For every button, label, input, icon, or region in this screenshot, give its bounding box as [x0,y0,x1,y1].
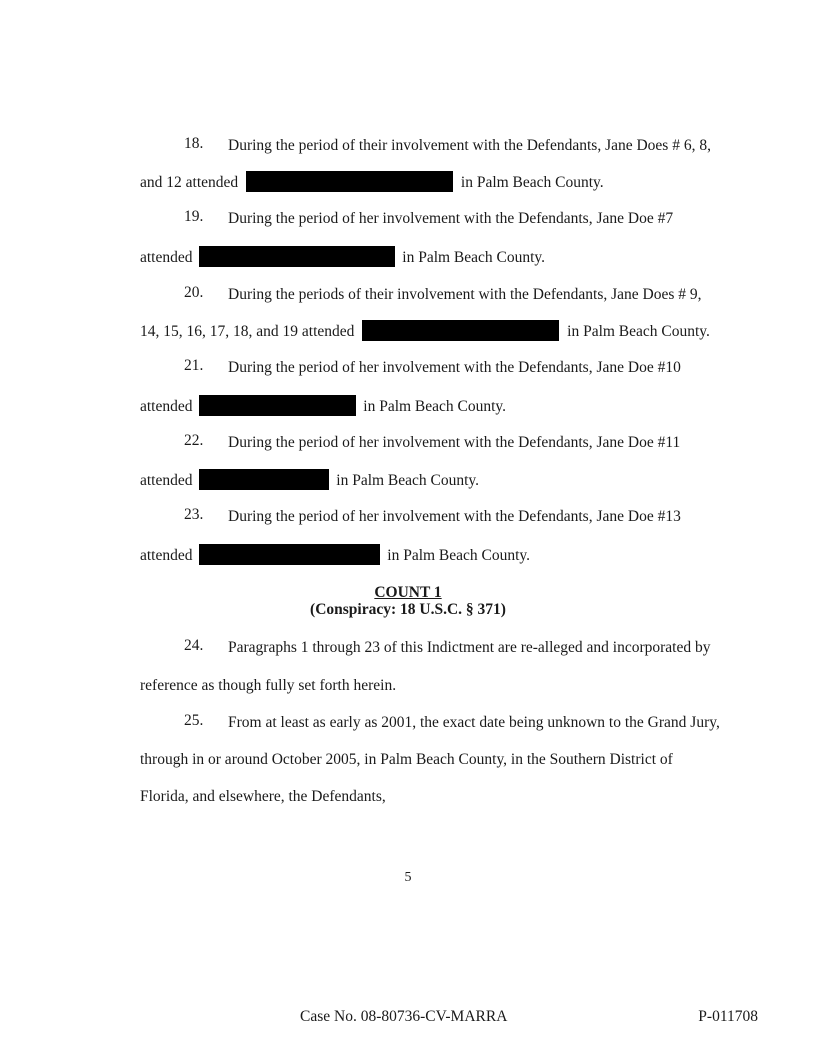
paragraph-text: attended in Palm Beach County. [140,395,710,417]
paragraph-text: attended in Palm Beach County. [140,469,710,491]
paragraph-number: 22. [184,432,204,449]
page-number: 5 [404,870,412,885]
paragraph-text: attended in Palm Beach County. [140,544,710,566]
redaction-block [199,246,395,267]
bates-number: P-011708 [698,1008,758,1025]
paragraph-text: During the periods of their involvement with the Defendants, Jane Does # 9, [228,286,702,303]
redaction-block [199,544,380,565]
paragraph-text: During the period of their involvement with the Defendants, Jane Does # 6, 8, [228,137,711,154]
count-subtitle: (Conspiracy: 18 U.S.C. § 371) [310,601,506,618]
paragraph-text: attended in Palm Beach County. [140,246,710,268]
redaction-block [199,395,356,416]
paragraph-number: 25. [184,712,204,729]
paragraph-text: reference as though fully set forth herein. [140,677,397,694]
count-title: COUNT 1 [374,584,442,601]
paragraph-text: Paragraphs 1 through 23 of this Indictment are re-alleged and incorporated by [228,639,711,656]
paragraph-number: 18. [184,135,204,152]
paragraph-text: During the period of her involvement with the Defendants, Jane Doe #13 [228,508,681,525]
paragraph-text: Florida, and elsewhere, the Defendants, [140,788,386,805]
redaction-block [199,469,329,490]
paragraph-number: 20. [184,284,204,301]
paragraph-text: 14, 15, 16, 17, 18, and 19 attended in Palm Beach County. [140,320,710,342]
redaction-block [246,171,453,192]
paragraph-text: and 12 attended in Palm Beach County. [140,171,710,193]
paragraph-text: through in or around October 2005, in Palm Beach County, in the Southern District of [140,751,673,768]
paragraph-number: 19. [184,208,204,225]
redaction-block [362,320,559,341]
paragraph-number: 24. [184,637,204,654]
paragraph-number: 23. [184,506,204,523]
case-number: Case No. 08-80736-CV-MARRA [300,1008,508,1025]
paragraph-text: From at least as early as 2001, the exact date being unknown to the Grand Jury, [228,714,720,731]
paragraph-number: 21. [184,357,204,374]
paragraph-text: During the period of her involvement with the Defendants, Jane Doe #7 [228,210,674,227]
paragraph-text: During the period of her involvement with the Defendants, Jane Doe #11 [228,434,681,451]
paragraph-text: During the period of her involvement with the Defendants, Jane Doe #10 [228,359,681,376]
